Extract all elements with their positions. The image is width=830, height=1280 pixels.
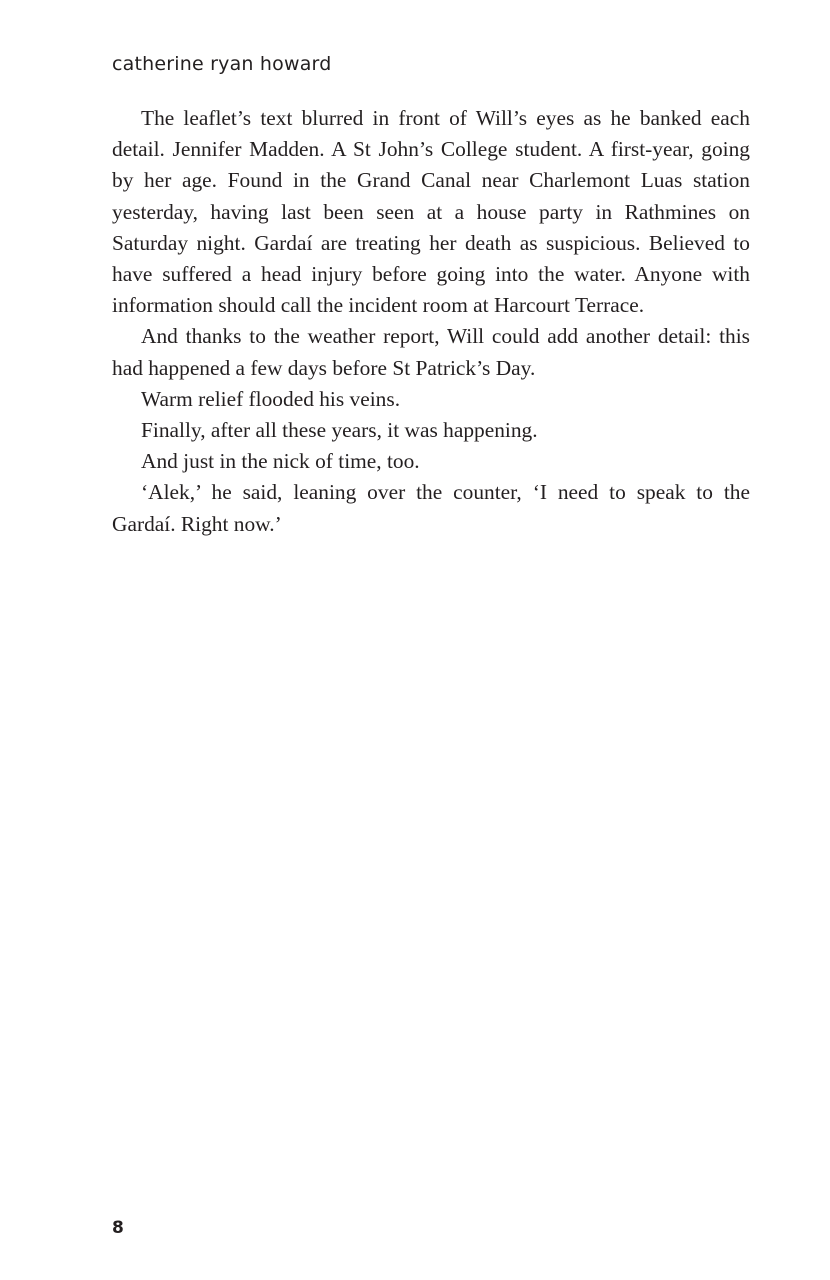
- running-head: catherine ryan howard: [112, 53, 332, 75]
- paragraph: Warm relief flooded his veins.: [141, 386, 401, 411]
- paragraph: And thanks to the weather report, Will could add another detail: this had happened a few days before St Patrick’s Day.: [112, 324, 750, 380]
- paragraph: Finally, after all these years, it was happening.: [141, 418, 538, 443]
- paragraph: ‘Alek,’ he said, leaning over the counter, ‘I need to speak to the Gardaí. Right now.’: [112, 480, 750, 536]
- body-text: [112, 103, 750, 540]
- page-number: 8: [112, 1218, 124, 1238]
- paragraph: And just in the nick of time, too.: [141, 449, 420, 474]
- paragraph: The leaflet’s text blurred in front of Will’s eyes as he banked each detail. Jennifer Madden. A St John’s College student. A first-year, going by her age. Found in the Grand Canal near Charlemont Luas station yesterday, having last been seen at a house party in Rathmines on Saturday night. Gardaí are treating her death as suspicious. Believed to have suffered a head injury before going into the water. Anyone with information should call the incident room at Harcourt Terrace.: [112, 106, 750, 318]
